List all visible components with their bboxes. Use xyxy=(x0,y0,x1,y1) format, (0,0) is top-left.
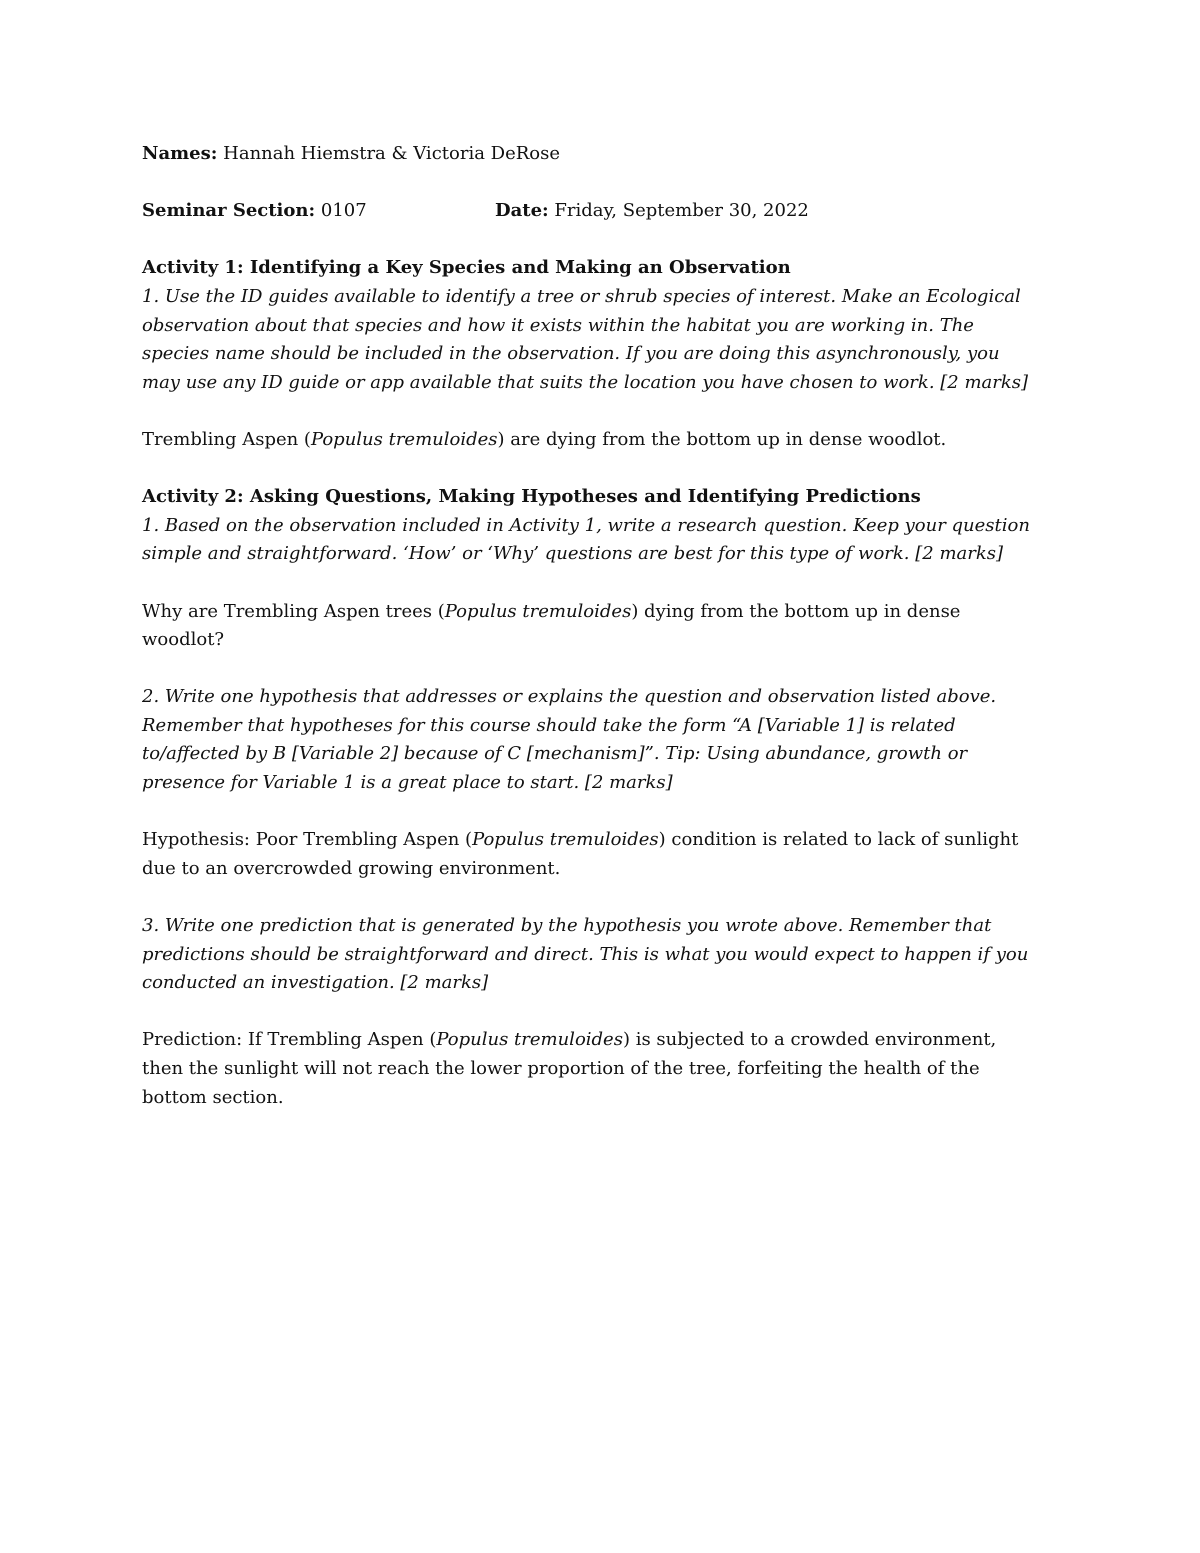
activity2-q3-answer xyxy=(142,1026,1042,1112)
spacer xyxy=(142,169,1042,198)
document-body xyxy=(142,140,1042,1112)
activity2-heading: Activity 2: Asking Questions, Making Hypotheses and Identifying Predictions xyxy=(142,486,921,508)
answer-text: ) is subjected to a crowded environment, then the sunlight will not reach the lower proportion of the tree, forfeiting the health of the bottom section. xyxy=(142,1029,997,1108)
seminar-section xyxy=(142,197,495,226)
spacer xyxy=(142,569,1042,598)
activity1-heading: Activity 1: Identifying a Key Species and Making an Observation xyxy=(142,257,791,279)
answer-text: Why are Trembling Aspen trees ( xyxy=(142,600,445,622)
scientific-name: Populus tremuloides xyxy=(310,428,498,450)
spacer xyxy=(142,798,1042,827)
names-value: Hannah Hiemstra & Victoria DeRose xyxy=(223,143,561,164)
spacer xyxy=(142,397,1042,426)
answer-text: ) dying from the bottom up in dense woodlot? xyxy=(142,600,961,651)
section-date-line xyxy=(142,197,1042,226)
spacer xyxy=(142,655,1042,684)
seminar-value: 0107 xyxy=(320,200,367,222)
answer-text: ) are dying from the bottom up in dense woodlot. xyxy=(497,428,947,450)
spacer xyxy=(142,226,1042,255)
names-label: Names: xyxy=(142,143,218,164)
scientific-name: Populus tremuloides xyxy=(472,829,659,851)
answer-text: Trembling Aspen ( xyxy=(142,428,311,450)
answer-text: Prediction: If Trembling Aspen ( xyxy=(142,1029,437,1051)
names-line xyxy=(142,140,1042,169)
activity2-q3-instruction: 3. Write one prediction that is generated by the hypothesis you wrote above. Remember that predictions should be straightforward and direct. This is what you would expect to happen if you conducted an investigation. [2 marks] xyxy=(142,915,1029,994)
seminar-label: Seminar Section: xyxy=(142,200,316,222)
date-section xyxy=(495,197,809,226)
spacer xyxy=(142,455,1042,484)
activity2-q1-instruction: 1. Based on the observation included in Activity 1, write a research question. Keep your question simple and straightforward. ‘How’ or ‘Why’ questions are best for this type of work. [2 marks] xyxy=(142,514,1030,565)
spacer xyxy=(142,998,1042,1027)
activity1-instruction: 1. Use the ID guides available to identify a tree or shrub species of interest. Make an Ecological observation about that species and how it exists within the habitat you are working in. The species name should be included in the observation. If you are doing this asynchronously, you may use any ID guide or app available that suits the location you have chosen to work. [2 marks] xyxy=(142,285,1029,393)
activity2-q2-instruction: 2. Write one hypothesis that addresses or explains the question and observation listed above. Remember that hypotheses for this course should take the form “A [Variable 1] is related to/affected by B [Variable 2] because of C [mechanism]”. Tip: Using abundance, growth or presence for Variable 1 is a great place to start. [2 marks] xyxy=(142,686,997,794)
spacer xyxy=(142,883,1042,912)
date-label: Date: xyxy=(495,200,549,222)
activity1-answer xyxy=(142,426,1042,455)
scientific-name: Populus tremuloides xyxy=(436,1029,623,1051)
date-value: Friday, September 30, 2022 xyxy=(554,200,809,222)
scientific-name: Populus tremuloides xyxy=(444,600,632,622)
activity2-q1-answer xyxy=(142,598,1042,655)
answer-text: Hypothesis: Poor Trembling Aspen ( xyxy=(142,829,473,851)
answer-text: ) condition is related to lack of sunlight due to an overcrowded growing environment. xyxy=(142,829,1019,879)
activity2-q2-answer xyxy=(142,826,1042,883)
